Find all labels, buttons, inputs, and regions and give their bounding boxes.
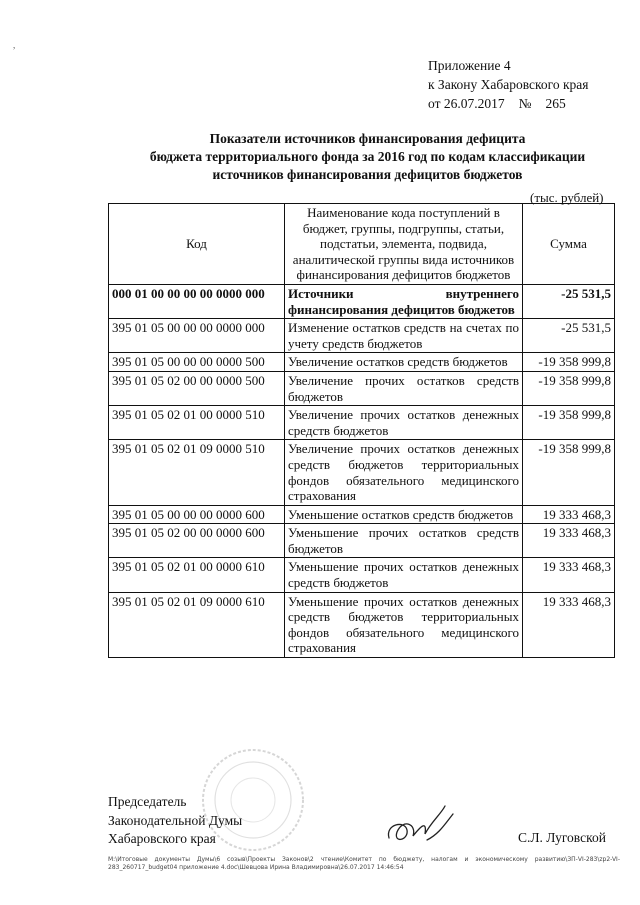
row-sum: -25 531,5: [523, 284, 615, 318]
row-name: Уменьшение прочих остатков денежных средств бюджетов территориальных фондов обязательного медицинского страхования: [285, 592, 523, 657]
title-line1: Показатели источников финансирования дефицита: [209, 131, 526, 146]
row-sum: -19 358 999,8: [523, 353, 615, 372]
table-row: [109, 505, 615, 524]
table-row: [109, 592, 615, 657]
signatory-position: [108, 793, 242, 849]
table-row: [109, 284, 615, 318]
row-code: 395 01 05 00 00 00 0000 600: [109, 505, 285, 524]
row-name: Увеличение прочих остатков денежных средств бюджетов: [285, 406, 523, 440]
header-name: Наименование кода поступлений в бюджет, группы, подгруппы, статьи, подстатьи, элемента, подвида, аналитической группы вида источников финансирования дефицитов бюджетов: [285, 204, 523, 285]
document-title: [100, 130, 635, 184]
signer-name: С.Л. Луговской: [518, 830, 606, 845]
row-sum: -19 358 999,8: [523, 406, 615, 440]
row-sum: -19 358 999,8: [523, 371, 615, 405]
title-line2: бюджета территориального фонда за 2016 год по кодам классификации: [149, 149, 586, 164]
header-sum: Сумма: [523, 204, 615, 285]
row-code: 395 01 05 02 01 09 0000 510: [109, 440, 285, 505]
position-line3: Хабаровского края: [108, 831, 216, 846]
row-name: Увеличение прочих остатков денежных средств бюджетов территориальных фондов обязательного медицинского страхования: [285, 440, 523, 505]
table-row: [109, 371, 615, 405]
table-row: [109, 319, 615, 353]
row-sum: 19 333 468,3: [523, 505, 615, 524]
row-sum: -25 531,5: [523, 319, 615, 353]
financing-table: [108, 203, 615, 658]
row-name: Уменьшение прочих остатков денежных средств бюджетов: [285, 558, 523, 592]
row-code: 395 01 05 02 01 00 0000 510: [109, 406, 285, 440]
appendix-number: 265: [545, 96, 566, 111]
row-sum: 19 333 468,3: [523, 592, 615, 657]
scan-mark: ,: [13, 40, 16, 50]
row-sum: 19 333 468,3: [523, 524, 615, 558]
appendix-line2: к Закону Хабаровского края: [428, 77, 589, 92]
row-code: 395 01 05 02 00 00 0000 500: [109, 371, 285, 405]
position-line1: Председатель: [108, 794, 187, 809]
appendix-line3: [428, 94, 633, 113]
table-row: [109, 406, 615, 440]
row-name: Увеличение прочих остатков средств бюджетов: [285, 371, 523, 405]
appendix-number-sign: №: [518, 96, 532, 111]
row-code: 000 01 00 00 00 00 0000 000: [109, 284, 285, 318]
row-sum: -19 358 999,8: [523, 440, 615, 505]
row-name: Увеличение остатков средств бюджетов: [285, 353, 523, 372]
appendix-block: [428, 56, 633, 113]
header-code: Код: [109, 204, 285, 285]
position-line2: Законодательной Думы: [108, 812, 243, 828]
table-row: [109, 440, 615, 505]
appendix-date: от 26.07.2017: [428, 96, 505, 111]
title-line3: источников финансирования дефицитов бюджетов: [212, 167, 523, 182]
row-code: 395 01 05 00 00 00 0000 000: [109, 319, 285, 353]
row-name: Уменьшение остатков средств бюджетов: [285, 505, 523, 524]
row-code: 395 01 05 02 00 00 0000 600: [109, 524, 285, 558]
row-code: 395 01 05 00 00 00 0000 500: [109, 353, 285, 372]
file-path: M:\Итоговые документы Думы\6 созыв\Проекты Законов\2 чтение\Комитет по бюджету, налогам и экономическому развитию\ЗП-VI-283\zp2-VI-283_260717_budget04 приложение 4.doc\Шевцова Ирина Владимировна\26.07.2017 14:46:54: [108, 856, 620, 871]
units-label: (тыс. рублей): [530, 190, 604, 205]
table-row: [109, 353, 615, 372]
table-row: [109, 524, 615, 558]
row-name: Источники внутреннего финансирования дефицитов бюджетов: [285, 284, 523, 318]
row-name: Изменение остатков средств на счетах по учету средств бюджетов: [285, 319, 523, 353]
row-code: 395 01 05 02 01 00 0000 610: [109, 558, 285, 592]
row-name: Уменьшение прочих остатков средств бюджетов: [285, 524, 523, 558]
row-sum: 19 333 468,3: [523, 558, 615, 592]
table-header-row: [109, 204, 615, 285]
appendix-line1: Приложение 4: [428, 58, 511, 73]
table-row: [109, 558, 615, 592]
handwritten-signature: [383, 800, 463, 850]
row-code: 395 01 05 02 01 09 0000 610: [109, 592, 285, 657]
